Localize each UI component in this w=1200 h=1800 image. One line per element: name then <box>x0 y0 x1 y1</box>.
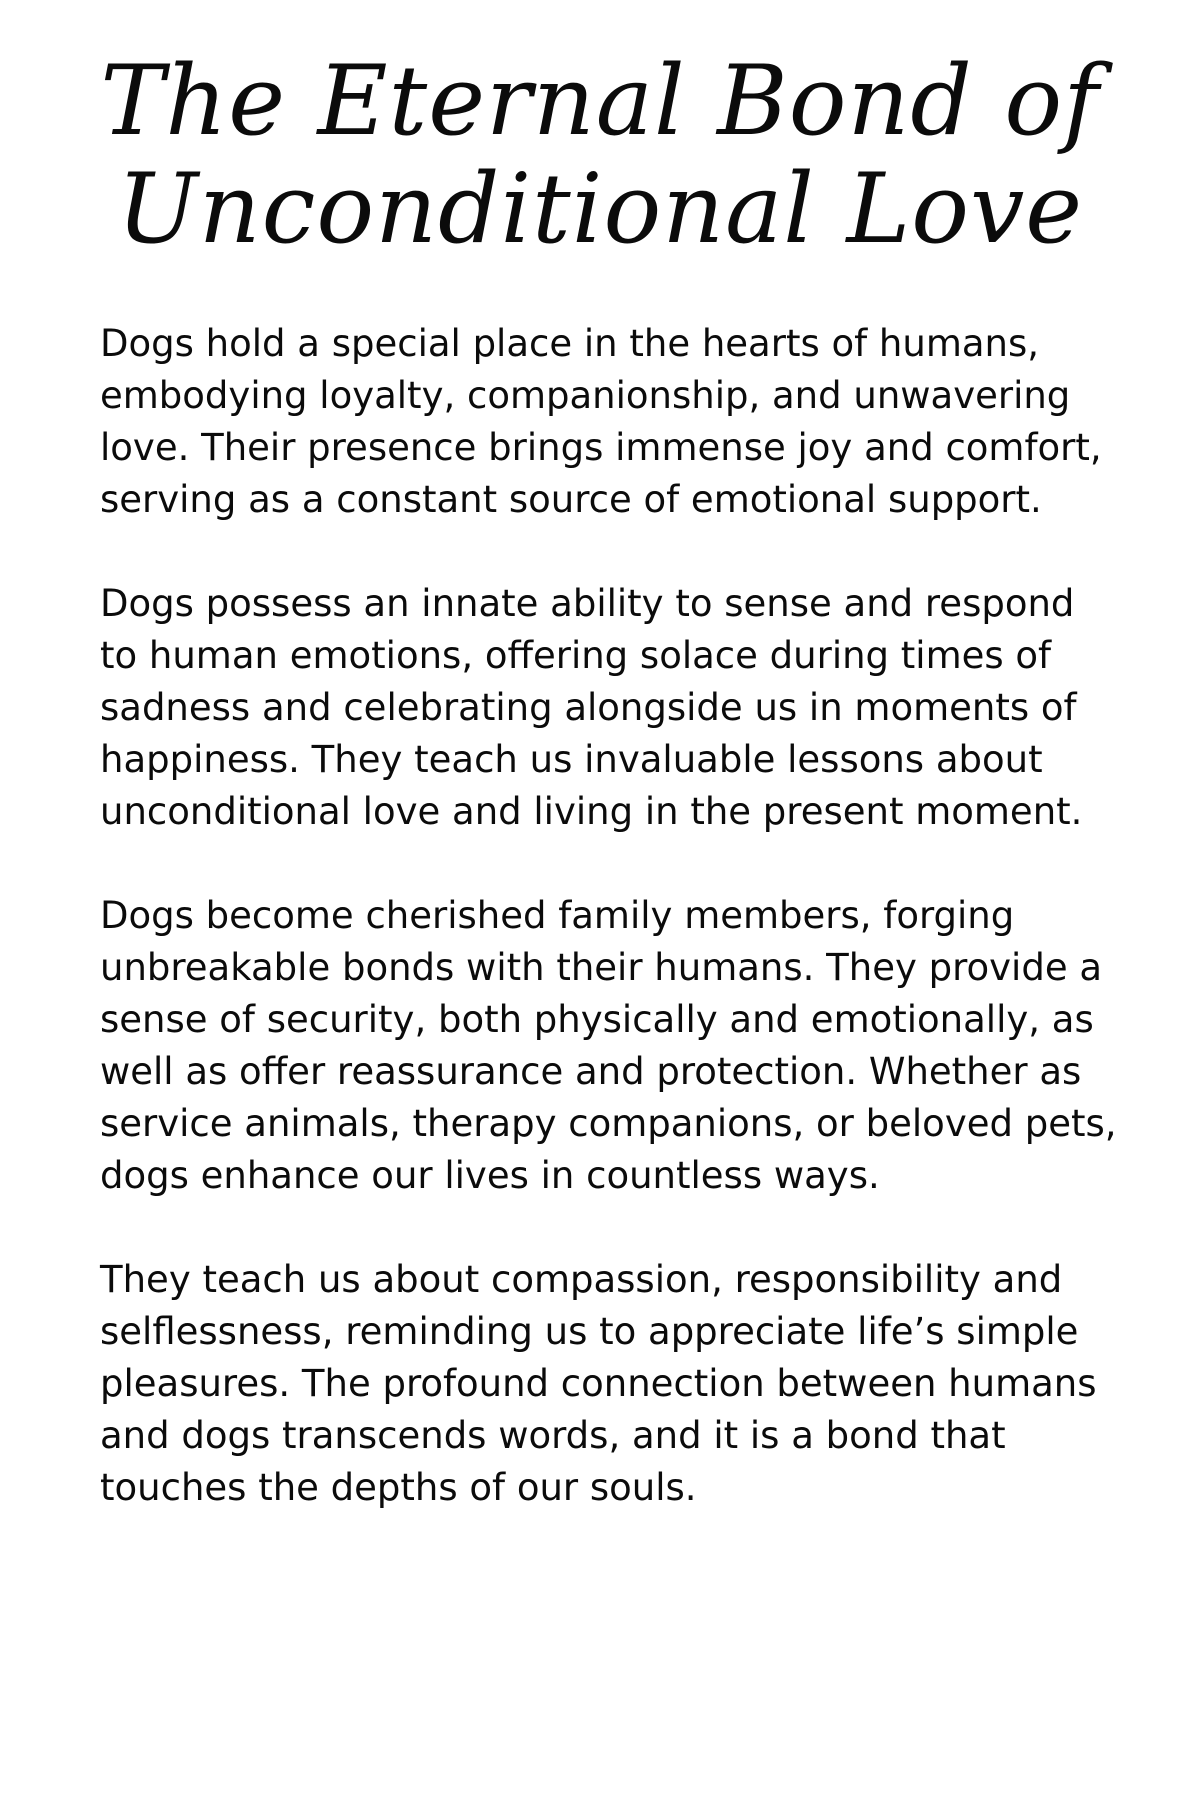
title-line-2: Unconditional Love <box>116 152 1084 265</box>
paragraph-2: Dogs possess an innate ability to sense and respond to human emotions, offering solace during times of sadness and celebrating alongside us in moments of happiness. They teach us invaluable lessons about unconditional love and living in the present moment. <box>100 582 1083 833</box>
paragraph-4: They teach us about compassion, responsibility and selflessness, reminding us to appreciate life’s simple pleasures. The profound connection between humans and dogs transcends words, and it is a bond that touches the depths of our souls. <box>100 1258 1097 1509</box>
title-line-1: The Eternal Bond of <box>100 45 1100 157</box>
page-title <box>0 45 1200 265</box>
paragraph-1: Dogs hold a special place in the hearts of humans, embodying loyalty, companionship, and unwavering love. Their presence brings immense joy and comfort, serving as a constant source of emotional support. <box>100 322 1102 521</box>
article-body <box>100 318 1120 1514</box>
paragraph-3: Dogs become cherished family members, forging unbreakable bonds with their humans. They provide a sense of security, both physically and emotionally, as well as offer reassurance and protection. Whether as service animals, therapy companions, or beloved pets, dogs enhance our lives in countless ways. <box>100 894 1117 1197</box>
